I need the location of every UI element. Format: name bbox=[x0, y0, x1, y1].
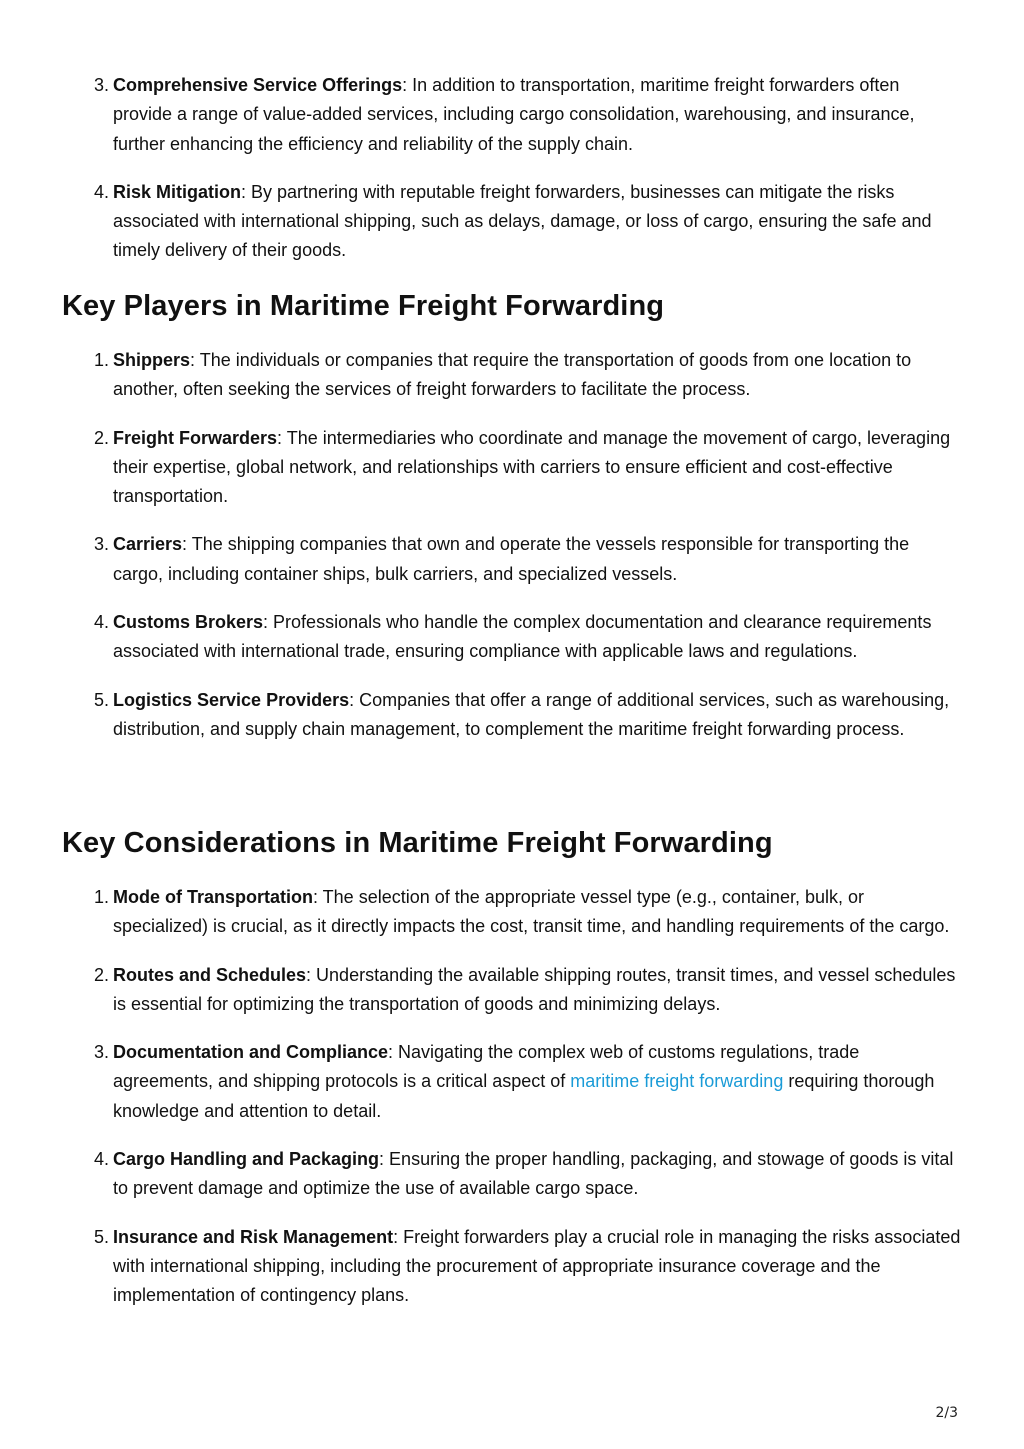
item-title: Freight Forwarders bbox=[113, 427, 278, 448]
list-item bbox=[93, 71, 963, 159]
list-item bbox=[93, 1145, 963, 1204]
list-number: 2. bbox=[93, 964, 109, 985]
item-title: Mode of Transportation bbox=[113, 887, 313, 907]
intro-list bbox=[0, 71, 963, 285]
list-number: 1. bbox=[93, 350, 109, 370]
key-players-list bbox=[0, 346, 963, 763]
list-number: 3. bbox=[93, 75, 109, 95]
section-heading-key-considerations: Key Considerations in Maritime Freight Forwarding bbox=[62, 827, 773, 859]
list-item bbox=[93, 1223, 963, 1311]
item-text: : In addition to transportation, maritime freight forwarders often provide a range of value-added services, including cargo consolidation, warehousing, and insurance, further enhancing the efficiency and reliability of the supply chain. bbox=[113, 75, 915, 154]
list-number: 1. bbox=[93, 887, 109, 907]
list-number: 4. bbox=[93, 181, 109, 202]
key-considerations-list bbox=[0, 883, 963, 1330]
item-text: : The shipping companies that own and operate the vessels responsible for transporting the cargo, including container ships, bulk carriers, and specialized vessels. bbox=[113, 534, 910, 584]
item-text: : Companies that offer a range of additional services, such as warehousing, distribution, and supply chain management, to complement the maritime freight forwarding process. bbox=[113, 689, 950, 739]
list-number: 3. bbox=[93, 534, 109, 555]
item-text: : Navigating the complex web of customs regulations, trade agreements, and shipping protocols is a critical aspect of bbox=[113, 1042, 860, 1092]
list-number: 3. bbox=[93, 1042, 109, 1063]
maritime-freight-forwarding-link[interactable]: maritime freight forwarding bbox=[570, 1071, 784, 1092]
item-text: : The intermediaries who coordinate and manage the movement of cargo, leveraging their expertise, global network, and relationships with carriers to ensure efficient and cost-effective transportation. bbox=[113, 427, 951, 507]
list-number: 2. bbox=[93, 427, 109, 448]
list-item bbox=[93, 530, 963, 589]
item-title: Carriers bbox=[113, 534, 183, 555]
page-number: 2/3 bbox=[935, 1405, 958, 1421]
item-title: Comprehensive Service Offerings bbox=[113, 75, 403, 95]
item-text: : Understanding the available shipping routes, transit times, and vessel schedules is essential for optimizing the transportation of goods and minimizing delays. bbox=[113, 964, 956, 1014]
item-text: : Professionals who handle the complex documentation and clearance requirements associated with international trade, ensuring compliance with applicable laws and regulations. bbox=[113, 612, 932, 662]
list-item bbox=[93, 608, 963, 667]
item-title: Cargo Handling and Packaging bbox=[113, 1149, 380, 1170]
list-item bbox=[93, 424, 963, 512]
list-number: 4. bbox=[93, 1149, 109, 1170]
item-text: : Freight forwarders play a crucial role in managing the risks associated with international shipping, including the procurement of appropriate insurance coverage and the implementation of contingency plans. bbox=[113, 1226, 961, 1306]
list-item bbox=[93, 961, 963, 1020]
item-title: Documentation and Compliance bbox=[113, 1042, 389, 1063]
list-number: 5. bbox=[93, 689, 109, 710]
item-title: Risk Mitigation bbox=[113, 181, 242, 202]
item-text: : By partnering with reputable freight forwarders, businesses can mitigate the risks associated with international shipping, such as delays, damage, or loss of cargo, ensuring the safe and timely delivery of their goods. bbox=[113, 181, 932, 261]
list-number: 4. bbox=[93, 612, 109, 633]
list-number: 5. bbox=[93, 1226, 109, 1247]
section-heading-key-players: Key Players in Maritime Freight Forwarding bbox=[62, 290, 665, 322]
list-item bbox=[93, 178, 963, 266]
item-title: Logistics Service Providers bbox=[113, 689, 350, 710]
item-text: requiring thorough knowledge and attention to detail. bbox=[113, 1071, 935, 1121]
list-item bbox=[93, 346, 963, 405]
list-item bbox=[93, 883, 963, 942]
item-text: : The selection of the appropriate vessel type (e.g., container, bulk, or specialized) is crucial, as it directly impacts the cost, transit time, and handling requirements of the cargo. bbox=[113, 887, 950, 937]
item-text: : The individuals or companies that require the transportation of goods from one location to another, often seeking the services of freight forwarders to facilitate the process. bbox=[113, 350, 912, 400]
item-title: Insurance and Risk Management bbox=[113, 1226, 394, 1247]
item-text: : Ensuring the proper handling, packaging, and stowage of goods is vital to prevent damage and optimize the use of available cargo space. bbox=[113, 1149, 954, 1199]
item-title: Customs Brokers bbox=[113, 612, 264, 633]
list-item bbox=[93, 686, 963, 745]
item-title: Routes and Schedules bbox=[113, 964, 307, 985]
item-title: Shippers bbox=[113, 350, 191, 370]
list-item bbox=[93, 1038, 963, 1126]
